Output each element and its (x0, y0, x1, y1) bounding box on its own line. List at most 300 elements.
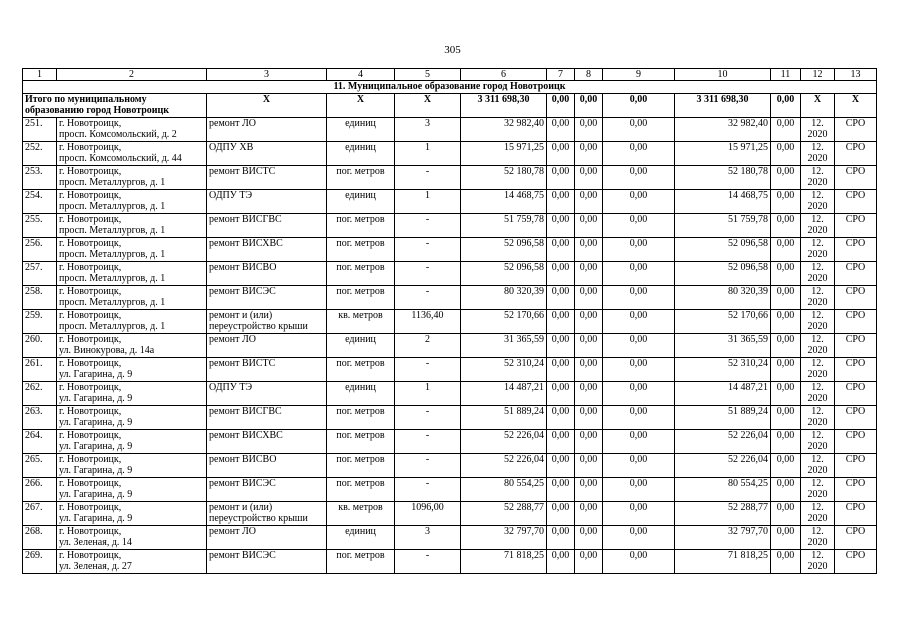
address (57, 142, 207, 166)
other-amount: 0,00 (771, 166, 801, 190)
unit: пог. метров (327, 286, 395, 310)
work-type: ремонт и (или) переустройство крыши (207, 310, 327, 334)
column-number: 8 (575, 69, 603, 81)
address (57, 358, 207, 382)
row-number: 261. (23, 358, 57, 382)
completion-year: 2020 (807, 297, 828, 308)
program-table (22, 68, 877, 574)
table-row (23, 118, 877, 142)
method: СРО (835, 526, 877, 550)
row-number: 262. (23, 382, 57, 406)
total-cell: 0,00 (547, 94, 575, 118)
method: СРО (835, 118, 877, 142)
completion-year: 2020 (807, 441, 828, 452)
unit: единиц (327, 334, 395, 358)
method: СРО (835, 238, 877, 262)
other-amount: 0,00 (771, 358, 801, 382)
row-number: 265. (23, 454, 57, 478)
quantity: - (395, 286, 461, 310)
address-city: г. Новотроицк, (59, 502, 122, 513)
owners-amount: 32 982,40 (675, 118, 771, 142)
owners-amount: 14 468,75 (675, 190, 771, 214)
total-cost: 51 759,78 (461, 214, 547, 238)
other-amount: 0,00 (771, 334, 801, 358)
fund-amount: 0,00 (547, 430, 575, 454)
total-cell: X (835, 94, 877, 118)
completion-year: 2020 (807, 513, 828, 524)
row-number: 253. (23, 166, 57, 190)
row-number: 268. (23, 526, 57, 550)
local-amount: 0,00 (603, 358, 675, 382)
work-type: ремонт ВИСХВС (207, 430, 327, 454)
fund-amount: 0,00 (547, 214, 575, 238)
address (57, 502, 207, 526)
table-row (23, 142, 877, 166)
completion-date (801, 190, 835, 214)
table-row (23, 238, 877, 262)
work-type: ремонт и (или) переустройство крыши (207, 502, 327, 526)
unit: единиц (327, 190, 395, 214)
completion-date (801, 334, 835, 358)
regional-amount: 0,00 (575, 478, 603, 502)
column-number: 9 (603, 69, 675, 81)
owners-amount: 14 487,21 (675, 382, 771, 406)
other-amount: 0,00 (771, 286, 801, 310)
owners-amount: 52 226,04 (675, 430, 771, 454)
completion-month: 12. (811, 550, 824, 561)
fund-amount: 0,00 (547, 142, 575, 166)
unit: пог. метров (327, 406, 395, 430)
completion-date (801, 142, 835, 166)
total-cost: 52 288,77 (461, 502, 547, 526)
completion-month: 12. (811, 334, 824, 345)
fund-amount: 0,00 (547, 118, 575, 142)
unit: пог. метров (327, 478, 395, 502)
regional-amount: 0,00 (575, 118, 603, 142)
fund-amount: 0,00 (547, 310, 575, 334)
completion-date (801, 382, 835, 406)
quantity: 3 (395, 118, 461, 142)
address (57, 430, 207, 454)
total-cost: 52 226,04 (461, 430, 547, 454)
total-cell: 0,00 (771, 94, 801, 118)
other-amount: 0,00 (771, 142, 801, 166)
section-title: 11. Муниципальное образование город Новотроицк (23, 81, 877, 94)
address-city: г. Новотроицк, (59, 526, 122, 537)
total-cost: 51 889,24 (461, 406, 547, 430)
quantity: 2 (395, 334, 461, 358)
regional-amount: 0,00 (575, 406, 603, 430)
completion-year: 2020 (807, 561, 828, 572)
quantity: - (395, 430, 461, 454)
other-amount: 0,00 (771, 406, 801, 430)
address-city: г. Новотроицк, (59, 166, 122, 177)
method: СРО (835, 382, 877, 406)
owners-amount: 71 818,25 (675, 550, 771, 574)
fund-amount: 0,00 (547, 238, 575, 262)
work-type: ОДПУ ХВ (207, 142, 327, 166)
column-number: 2 (57, 69, 207, 81)
column-number-row (23, 69, 877, 81)
total-cell: 3 311 698,30 (461, 94, 547, 118)
column-number: 12 (801, 69, 835, 81)
total-cost: 71 818,25 (461, 550, 547, 574)
method: СРО (835, 358, 877, 382)
row-number: 269. (23, 550, 57, 574)
address (57, 286, 207, 310)
address-city: г. Новотроицк, (59, 358, 122, 369)
other-amount: 0,00 (771, 262, 801, 286)
address-city: г. Новотроицк, (59, 406, 122, 417)
quantity: 1 (395, 142, 461, 166)
total-cost: 32 797,70 (461, 526, 547, 550)
fund-amount: 0,00 (547, 502, 575, 526)
owners-amount: 52 170,66 (675, 310, 771, 334)
completion-date (801, 262, 835, 286)
row-number: 260. (23, 334, 57, 358)
owners-amount: 80 554,25 (675, 478, 771, 502)
table-row (23, 526, 877, 550)
work-type: ремонт ЛО (207, 526, 327, 550)
row-number: 251. (23, 118, 57, 142)
regional-amount: 0,00 (575, 334, 603, 358)
regional-amount: 0,00 (575, 430, 603, 454)
other-amount: 0,00 (771, 238, 801, 262)
work-type: ремонт ВИСВО (207, 454, 327, 478)
quantity: 3 (395, 526, 461, 550)
total-cost: 14 468,75 (461, 190, 547, 214)
address-street: ул. Зеленая, д. 27 (59, 561, 132, 572)
table-row (23, 406, 877, 430)
total-cost: 52 180,78 (461, 166, 547, 190)
address-street: ул. Гагарина, д. 9 (59, 393, 133, 404)
fund-amount: 0,00 (547, 526, 575, 550)
row-number: 256. (23, 238, 57, 262)
local-amount: 0,00 (603, 190, 675, 214)
completion-month: 12. (811, 478, 824, 489)
completion-month: 12. (811, 166, 824, 177)
method: СРО (835, 478, 877, 502)
owners-amount: 52 226,04 (675, 454, 771, 478)
address-city: г. Новотроицк, (59, 286, 122, 297)
address (57, 550, 207, 574)
table-row (23, 166, 877, 190)
table-row (23, 430, 877, 454)
work-type: ремонт ВИСТС (207, 358, 327, 382)
quantity: - (395, 214, 461, 238)
address-city: г. Новотроицк, (59, 118, 122, 129)
table-row (23, 502, 877, 526)
quantity: - (395, 166, 461, 190)
unit: пог. метров (327, 238, 395, 262)
unit: пог. метров (327, 358, 395, 382)
completion-month: 12. (811, 406, 824, 417)
table-row (23, 262, 877, 286)
row-number: 263. (23, 406, 57, 430)
completion-year: 2020 (807, 321, 828, 332)
fund-amount: 0,00 (547, 454, 575, 478)
regional-amount: 0,00 (575, 262, 603, 286)
address-city: г. Новотроицк, (59, 142, 122, 153)
local-amount: 0,00 (603, 526, 675, 550)
address-street: ул. Гагарина, д. 9 (59, 465, 133, 476)
other-amount: 0,00 (771, 550, 801, 574)
completion-year: 2020 (807, 177, 828, 188)
completion-date (801, 502, 835, 526)
column-number: 13 (835, 69, 877, 81)
completion-date (801, 478, 835, 502)
work-type: ремонт ВИСВО (207, 262, 327, 286)
completion-month: 12. (811, 286, 824, 297)
completion-date (801, 550, 835, 574)
work-type: ремонт ВИСГВС (207, 214, 327, 238)
address-city: г. Новотроицк, (59, 550, 122, 561)
method: СРО (835, 502, 877, 526)
address-city: г. Новотроицк, (59, 310, 122, 321)
completion-year: 2020 (807, 153, 828, 164)
work-type: ремонт ВИСЭС (207, 286, 327, 310)
local-amount: 0,00 (603, 262, 675, 286)
total-cost: 31 365,59 (461, 334, 547, 358)
address-street: ул. Гагарина, д. 9 (59, 441, 133, 452)
address-street: просп. Металлургов, д. 1 (59, 225, 166, 236)
unit: кв. метров (327, 502, 395, 526)
completion-date (801, 358, 835, 382)
unit: пог. метров (327, 214, 395, 238)
method: СРО (835, 190, 877, 214)
regional-amount: 0,00 (575, 190, 603, 214)
completion-date (801, 286, 835, 310)
completion-year: 2020 (807, 273, 828, 284)
work-type: ремонт ЛО (207, 118, 327, 142)
local-amount: 0,00 (603, 214, 675, 238)
unit: пог. метров (327, 430, 395, 454)
owners-amount: 32 797,70 (675, 526, 771, 550)
owners-amount: 31 365,59 (675, 334, 771, 358)
total-cost: 14 487,21 (461, 382, 547, 406)
method: СРО (835, 550, 877, 574)
local-amount: 0,00 (603, 430, 675, 454)
total-cost: 32 982,40 (461, 118, 547, 142)
table-row (23, 334, 877, 358)
total-cost: 52 226,04 (461, 454, 547, 478)
other-amount: 0,00 (771, 382, 801, 406)
work-type: ОДПУ ТЭ (207, 382, 327, 406)
address-street: просп. Металлургов, д. 1 (59, 297, 166, 308)
owners-amount: 80 320,39 (675, 286, 771, 310)
address (57, 526, 207, 550)
table-row (23, 382, 877, 406)
completion-date (801, 526, 835, 550)
address (57, 166, 207, 190)
completion-date (801, 454, 835, 478)
other-amount: 0,00 (771, 430, 801, 454)
local-amount: 0,00 (603, 550, 675, 574)
completion-date (801, 310, 835, 334)
address-city: г. Новотроицк, (59, 454, 122, 465)
section-title-row (23, 81, 877, 94)
address (57, 190, 207, 214)
total-cell: 0,00 (575, 94, 603, 118)
regional-amount: 0,00 (575, 166, 603, 190)
completion-month: 12. (811, 430, 824, 441)
local-amount: 0,00 (603, 286, 675, 310)
total-cost: 52 310,24 (461, 358, 547, 382)
method: СРО (835, 454, 877, 478)
fund-amount: 0,00 (547, 190, 575, 214)
address-city: г. Новотроицк, (59, 190, 122, 201)
address (57, 310, 207, 334)
work-type: ремонт ВИСТС (207, 166, 327, 190)
completion-month: 12. (811, 214, 824, 225)
completion-month: 12. (811, 190, 824, 201)
fund-amount: 0,00 (547, 334, 575, 358)
local-amount: 0,00 (603, 142, 675, 166)
work-type: ремонт ВИСЭС (207, 550, 327, 574)
total-cell: X (395, 94, 461, 118)
table-row (23, 190, 877, 214)
address-street: ул. Гагарина, д. 9 (59, 369, 133, 380)
fund-amount: 0,00 (547, 286, 575, 310)
unit: единиц (327, 142, 395, 166)
completion-year: 2020 (807, 393, 828, 404)
regional-amount: 0,00 (575, 238, 603, 262)
unit: пог. метров (327, 550, 395, 574)
address-street: просп. Металлургов, д. 1 (59, 249, 166, 260)
address-street: просп. Металлургов, д. 1 (59, 273, 166, 284)
regional-amount: 0,00 (575, 550, 603, 574)
unit: пог. метров (327, 262, 395, 286)
table-row (23, 310, 877, 334)
unit: пог. метров (327, 166, 395, 190)
owners-amount: 52 180,78 (675, 166, 771, 190)
other-amount: 0,00 (771, 454, 801, 478)
total-cell: X (801, 94, 835, 118)
row-number: 266. (23, 478, 57, 502)
row-number: 258. (23, 286, 57, 310)
local-amount: 0,00 (603, 238, 675, 262)
quantity: - (395, 550, 461, 574)
total-cell: 3 311 698,30 (675, 94, 771, 118)
fund-amount: 0,00 (547, 166, 575, 190)
address-street: просп. Металлургов, д. 1 (59, 201, 166, 212)
work-type: ремонт ВИСХВС (207, 238, 327, 262)
column-number: 3 (207, 69, 327, 81)
fund-amount: 0,00 (547, 478, 575, 502)
address (57, 238, 207, 262)
table-row (23, 286, 877, 310)
completion-year: 2020 (807, 537, 828, 548)
total-cost: 80 320,39 (461, 286, 547, 310)
method: СРО (835, 262, 877, 286)
completion-month: 12. (811, 142, 824, 153)
page-number: 305 (444, 44, 461, 56)
row-number: 255. (23, 214, 57, 238)
other-amount: 0,00 (771, 502, 801, 526)
address (57, 382, 207, 406)
regional-amount: 0,00 (575, 454, 603, 478)
total-cost: 52 096,58 (461, 238, 547, 262)
address-city: г. Новотроицк, (59, 334, 122, 345)
address-street: ул. Гагарина, д. 9 (59, 513, 133, 524)
completion-year: 2020 (807, 345, 828, 356)
owners-amount: 51 889,24 (675, 406, 771, 430)
other-amount: 0,00 (771, 118, 801, 142)
completion-month: 12. (811, 238, 824, 249)
method: СРО (835, 286, 877, 310)
local-amount: 0,00 (603, 166, 675, 190)
completion-date (801, 430, 835, 454)
completion-year: 2020 (807, 201, 828, 212)
address-street: просп. Комсомольский, д. 2 (59, 129, 177, 140)
quantity: 1 (395, 382, 461, 406)
regional-amount: 0,00 (575, 214, 603, 238)
completion-year: 2020 (807, 465, 828, 476)
quantity: 1096,00 (395, 502, 461, 526)
other-amount: 0,00 (771, 214, 801, 238)
total-cost: 80 554,25 (461, 478, 547, 502)
unit: пог. метров (327, 454, 395, 478)
completion-month: 12. (811, 310, 824, 321)
completion-year: 2020 (807, 225, 828, 236)
column-number: 1 (23, 69, 57, 81)
work-type: ремонт ВИСГВС (207, 406, 327, 430)
total-cost: 15 971,25 (461, 142, 547, 166)
local-amount: 0,00 (603, 454, 675, 478)
quantity: 1136,40 (395, 310, 461, 334)
local-amount: 0,00 (603, 334, 675, 358)
completion-year: 2020 (807, 129, 828, 140)
row-number: 267. (23, 502, 57, 526)
table-row (23, 214, 877, 238)
work-type: ремонт ЛО (207, 334, 327, 358)
regional-amount: 0,00 (575, 286, 603, 310)
address-street: просп. Металлургов, д. 1 (59, 321, 166, 332)
completion-month: 12. (811, 454, 824, 465)
total-cell: X (207, 94, 327, 118)
regional-amount: 0,00 (575, 142, 603, 166)
address (57, 214, 207, 238)
address (57, 118, 207, 142)
unit: единиц (327, 118, 395, 142)
method: СРО (835, 334, 877, 358)
other-amount: 0,00 (771, 526, 801, 550)
unit: единиц (327, 526, 395, 550)
method: СРО (835, 406, 877, 430)
method: СРО (835, 142, 877, 166)
address-street: ул. Гагарина, д. 9 (59, 417, 133, 428)
address-street: ул. Гагарина, д. 9 (59, 489, 133, 500)
method: СРО (835, 214, 877, 238)
address-city: г. Новотроицк, (59, 478, 122, 489)
address-street: просп. Комсомольский, д. 44 (59, 153, 182, 164)
completion-month: 12. (811, 118, 824, 129)
local-amount: 0,00 (603, 310, 675, 334)
fund-amount: 0,00 (547, 550, 575, 574)
completion-month: 12. (811, 526, 824, 537)
address-street: ул. Винокурова, д. 14а (59, 345, 155, 356)
method: СРО (835, 430, 877, 454)
table-row (23, 550, 877, 574)
row-number: 252. (23, 142, 57, 166)
completion-date (801, 406, 835, 430)
completion-year: 2020 (807, 249, 828, 260)
address-city: г. Новотроицк, (59, 382, 122, 393)
method: СРО (835, 166, 877, 190)
table-row (23, 478, 877, 502)
column-number: 5 (395, 69, 461, 81)
address (57, 478, 207, 502)
